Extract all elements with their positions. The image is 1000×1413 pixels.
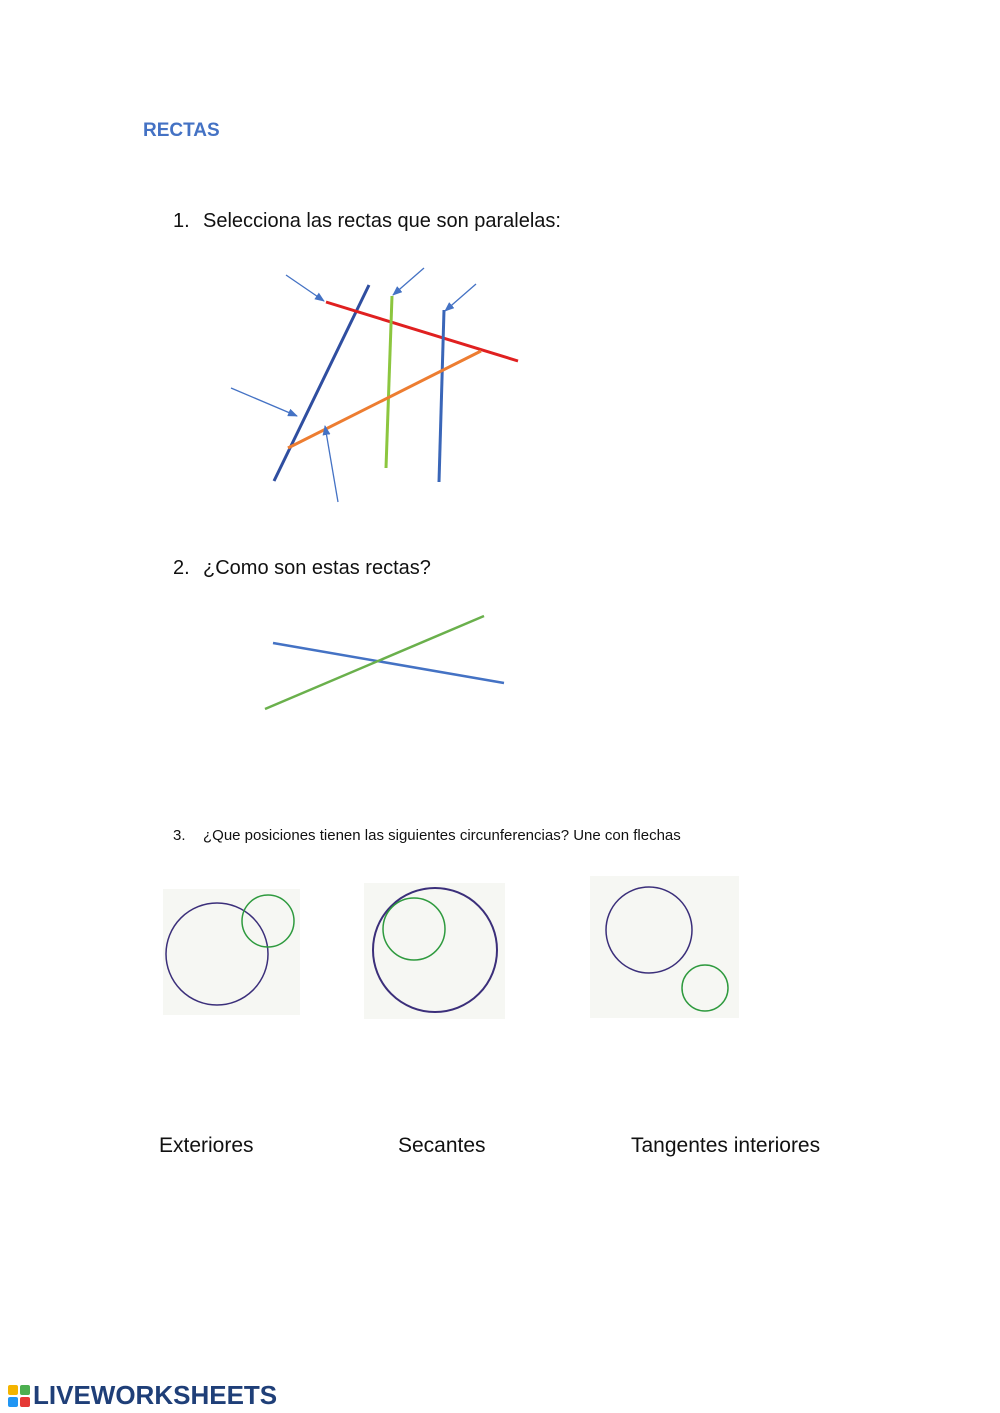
question-3	[173, 827, 681, 844]
question-2	[173, 557, 431, 580]
option-exteriores[interactable]: Exteriores	[159, 1134, 254, 1157]
footer-brand	[8, 1380, 277, 1411]
option-tangentes-interiores[interactable]: Tangentes interiores	[631, 1134, 821, 1157]
page-title: RECTAS	[143, 120, 220, 141]
arrow-to-red	[286, 275, 324, 301]
question-1-text: Selecciona las rectas que son paralelas:	[203, 210, 561, 232]
arrow-to-green	[393, 268, 424, 295]
line-orange[interactable]	[288, 351, 481, 448]
circle-image-internal-tangent[interactable]	[364, 883, 505, 1019]
circle-small	[383, 898, 445, 960]
option-secantes[interactable]: Secantes	[398, 1134, 486, 1157]
circle-image-exterior[interactable]	[590, 876, 739, 1018]
question-2-number: 2.	[173, 557, 190, 579]
circle-image-secant[interactable]	[163, 889, 300, 1015]
line-green[interactable]	[386, 296, 392, 468]
circle-large	[606, 887, 692, 973]
liveworksheets-logo-icon	[8, 1385, 30, 1407]
circle-large	[166, 903, 268, 1005]
line-blue[interactable]	[439, 310, 444, 482]
line-green-secant	[265, 616, 484, 709]
arrow-to-dark-blue	[231, 388, 297, 416]
line-blue-secant	[273, 643, 504, 683]
question-3-text: ¿Que posiciones tienen las siguientes circunferencias? Une con flechas	[203, 827, 681, 844]
question-1-number: 1.	[173, 210, 190, 232]
question-1	[173, 210, 561, 233]
arrow-to-blue	[445, 284, 476, 311]
question-3-number: 3.	[173, 827, 186, 844]
circle-small	[242, 895, 294, 947]
arrow-to-orange	[325, 426, 338, 502]
line-red[interactable]	[326, 302, 518, 361]
footer-brand-text: LIVEWORKSHEETS	[33, 1380, 278, 1410]
circle-small	[682, 965, 728, 1011]
question-2-text: ¿Como son estas rectas?	[203, 557, 431, 579]
line-dark-blue[interactable]	[274, 285, 369, 481]
